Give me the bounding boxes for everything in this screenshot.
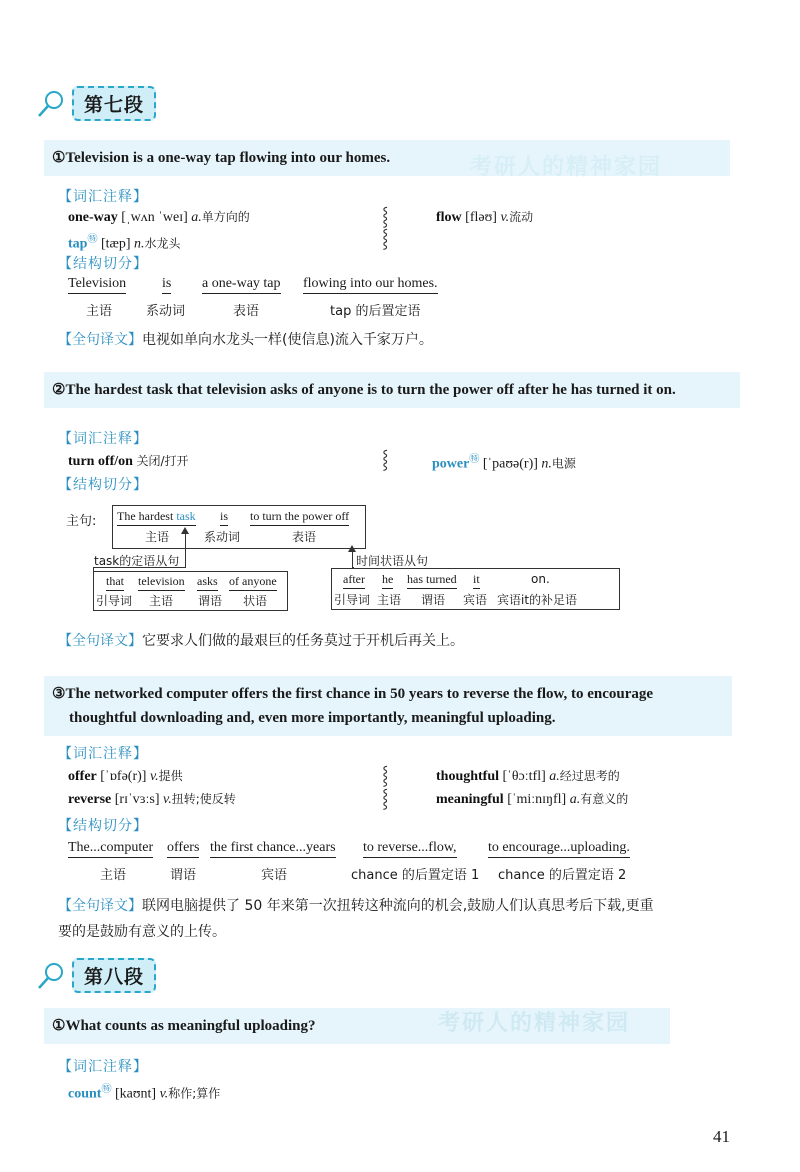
chunk: is xyxy=(162,276,171,294)
role: 系动词 xyxy=(204,530,241,544)
structure-label: 【结构切分】 xyxy=(58,477,148,493)
chunk: to reverse...flow, xyxy=(363,840,457,858)
role: chance 的后置定语 2 xyxy=(498,868,627,883)
translation: 【全句译文】联网电脑提供了 50 年来第一次扭转这种流向的机会,鼓励人们认真思考后下载,更重 要的是鼓励有意义的上传。 xyxy=(58,898,654,940)
separator-icon: ⸾ xyxy=(382,228,389,249)
role: 宾语it的补足语 xyxy=(497,593,578,607)
page-number: 41 xyxy=(713,1127,730,1146)
chunk: of anyone xyxy=(229,574,277,591)
chunk: the first chance...years xyxy=(210,840,336,858)
sentence-2: ②The hardest task that television asks of anyone is to turn the power off after he has turned it on. xyxy=(44,372,740,408)
role: 宾语 xyxy=(463,593,488,607)
chunk: is xyxy=(220,509,228,526)
structure-label: 【结构切分】 xyxy=(58,256,148,272)
connector-line xyxy=(352,551,353,567)
section-title: 第七段 xyxy=(72,86,156,121)
role: 主语 xyxy=(377,593,402,607)
chunk: it xyxy=(473,572,480,589)
translation: 【全句译文】它要求人们做的最艰巨的任务莫过于开机后再关上。 xyxy=(58,633,464,649)
sentence-3: ③The networked computer offers the first chance in 50 years to reverse the flow, to encourage thoughtful downloading and, even more importantly, meaningful uploading. xyxy=(44,676,732,736)
role: 主语 xyxy=(100,868,127,883)
sentence-4: ①What counts as meaningful uploading? xyxy=(44,1008,670,1044)
chunk: offers xyxy=(167,840,199,858)
separator-icon: ⸾ xyxy=(382,765,389,786)
main-clause-label: 主句: xyxy=(66,514,97,529)
clause-label: 时间状语从句 xyxy=(356,554,429,568)
role: 系动词 xyxy=(146,304,186,319)
vocab-label: 【词汇注释】 xyxy=(58,1059,148,1075)
role: 主语 xyxy=(145,530,170,544)
role: 谓语 xyxy=(421,593,446,607)
watermark: 考研人的精神家园 xyxy=(438,1011,631,1036)
section-header-7 xyxy=(36,86,156,121)
chunk: asks xyxy=(197,574,218,591)
role: 引导词 xyxy=(334,593,371,607)
chunk: that xyxy=(106,574,124,591)
chunk: to encourage...uploading. xyxy=(488,840,630,858)
vocab-entry: offer [ˈɒfə(r)] v.提供 xyxy=(68,769,183,784)
vocab-entry: reverse [rɪˈvɜːs] v.扭转;使反转 xyxy=(68,792,236,807)
sentence-1: ①Television is a one-way tap flowing into our homes. xyxy=(44,140,730,176)
vocab-entry: turn off/on 关闭/打开 xyxy=(68,454,189,469)
vocab-entry: thoughtful [ˈθɔːtfl] a.经过思考的 xyxy=(436,769,620,784)
vocab-entry: power㊕ [ˈpaʊə(r)] n.电源 xyxy=(432,454,576,472)
role: 主语 xyxy=(86,304,113,319)
translation: 【全句译文】电视如单向水龙头一样(使信息)流入千家万户。 xyxy=(58,332,433,348)
chunk: Television xyxy=(68,276,126,294)
vocab-label: 【词汇注释】 xyxy=(58,189,148,205)
section-header-8 xyxy=(36,958,156,993)
vocab-entry: meaningful [ˈmiːnɪŋfl] a.有意义的 xyxy=(436,792,629,807)
chunk: on. xyxy=(531,572,550,586)
vocab-entry: one-way [ˌwʌn ˈweɪ] a.单方向的 xyxy=(68,210,250,225)
chunk: The...computer xyxy=(68,840,153,858)
vocab-entry: count㊕ [kaʊnt] v.称作;算作 xyxy=(68,1084,221,1102)
structure-label: 【结构切分】 xyxy=(58,818,148,834)
connector-line xyxy=(185,533,186,567)
chunk: The hardest task xyxy=(117,509,196,526)
role: 引导词 xyxy=(96,594,133,608)
chunk: flowing into our homes. xyxy=(303,276,438,294)
watermark-top: 考研人的精神家园 xyxy=(470,155,663,180)
role: 表语 xyxy=(292,530,317,544)
chunk: after xyxy=(343,572,365,589)
chunk: to turn the power off xyxy=(250,509,349,526)
magnifier-icon xyxy=(36,961,66,991)
role: 表语 xyxy=(233,304,260,319)
separator-icon: ⸾ xyxy=(382,449,389,470)
separator-icon: ⸾ xyxy=(382,788,389,809)
role: 主语 xyxy=(149,594,174,608)
role: chance 的后置定语 1 xyxy=(351,868,480,883)
chunk: television xyxy=(138,574,185,591)
vocab-entry: tap㊕ [tæp] n.水龙头 xyxy=(68,234,181,252)
vocab-label: 【词汇注释】 xyxy=(58,746,148,762)
role: 状语 xyxy=(243,594,268,608)
chunk: he xyxy=(382,572,393,589)
chunk: has turned xyxy=(407,572,457,589)
vocab-entry: flow [fləʊ] v.流动 xyxy=(436,210,534,225)
clause-label: task的定语从句 xyxy=(94,554,180,568)
vocab-label: 【词汇注释】 xyxy=(58,431,148,447)
role: tap 的后置定语 xyxy=(330,304,421,319)
separator-icon: ⸾ xyxy=(382,206,389,227)
magnifier-icon xyxy=(36,89,66,119)
chunk: a one-way tap xyxy=(202,276,281,294)
role: 谓语 xyxy=(198,594,223,608)
role: 宾语 xyxy=(261,868,288,883)
role: 谓语 xyxy=(170,868,197,883)
section-title: 第八段 xyxy=(72,958,156,993)
